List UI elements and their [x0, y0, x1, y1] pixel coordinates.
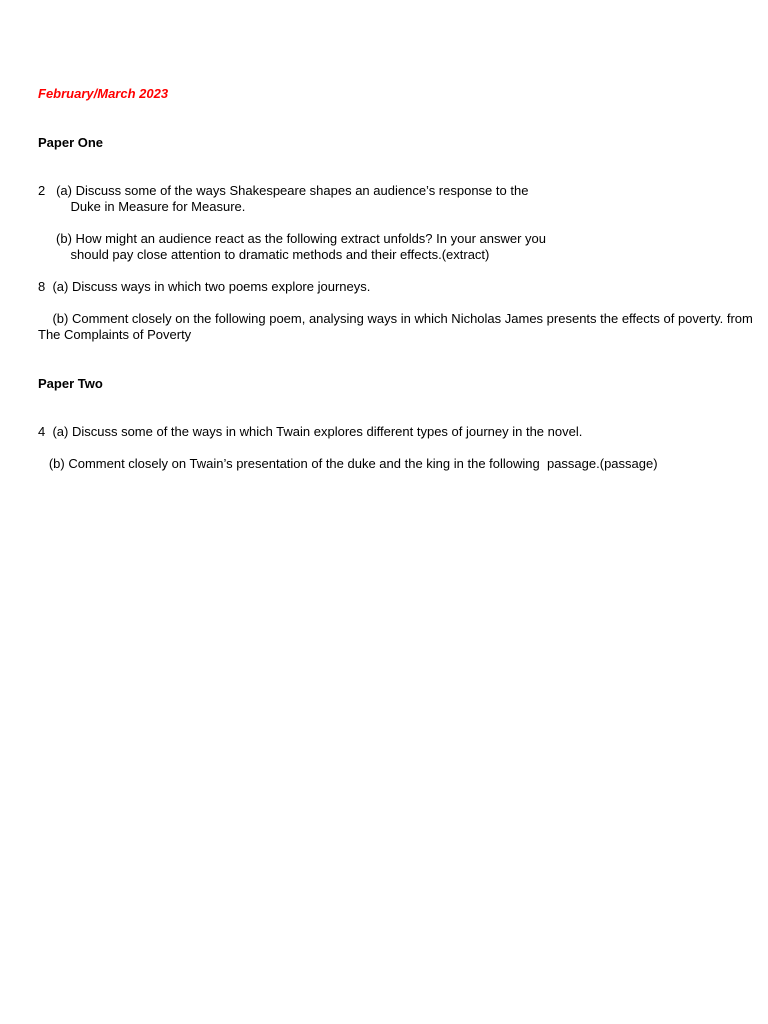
- date-heading: February/March 2023: [38, 86, 169, 101]
- question-2b-line2: should pay close attention to dramatic methods and their effects.(extract): [38, 247, 490, 262]
- question-8a: 8 (a) Discuss ways in which two poems explore journeys.: [38, 279, 371, 294]
- paper-one-title: Paper One: [38, 135, 104, 150]
- question-2a-line1: 2 (a) Discuss some of the ways Shakespeare shapes an audience’s response to the: [38, 183, 529, 198]
- question-4b: (b) Comment closely on Twain’s presentation of the duke and the king in the following passage.(passage): [38, 456, 658, 471]
- question-4a: 4 (a) Discuss some of the ways in which Twain explores different types of journey in the novel.: [38, 424, 583, 439]
- question-2a-line2: Duke in Measure for Measure.: [38, 199, 246, 214]
- question-8b: (b) Comment closely on the following poem, analysing ways in which Nicholas James presents the effects of poverty. from The Complaints of Poverty: [38, 311, 757, 342]
- question-2b-line1: (b) How might an audience react as the following extract unfolds? In your answer you: [38, 231, 546, 246]
- paper-two-title: Paper Two: [38, 376, 103, 391]
